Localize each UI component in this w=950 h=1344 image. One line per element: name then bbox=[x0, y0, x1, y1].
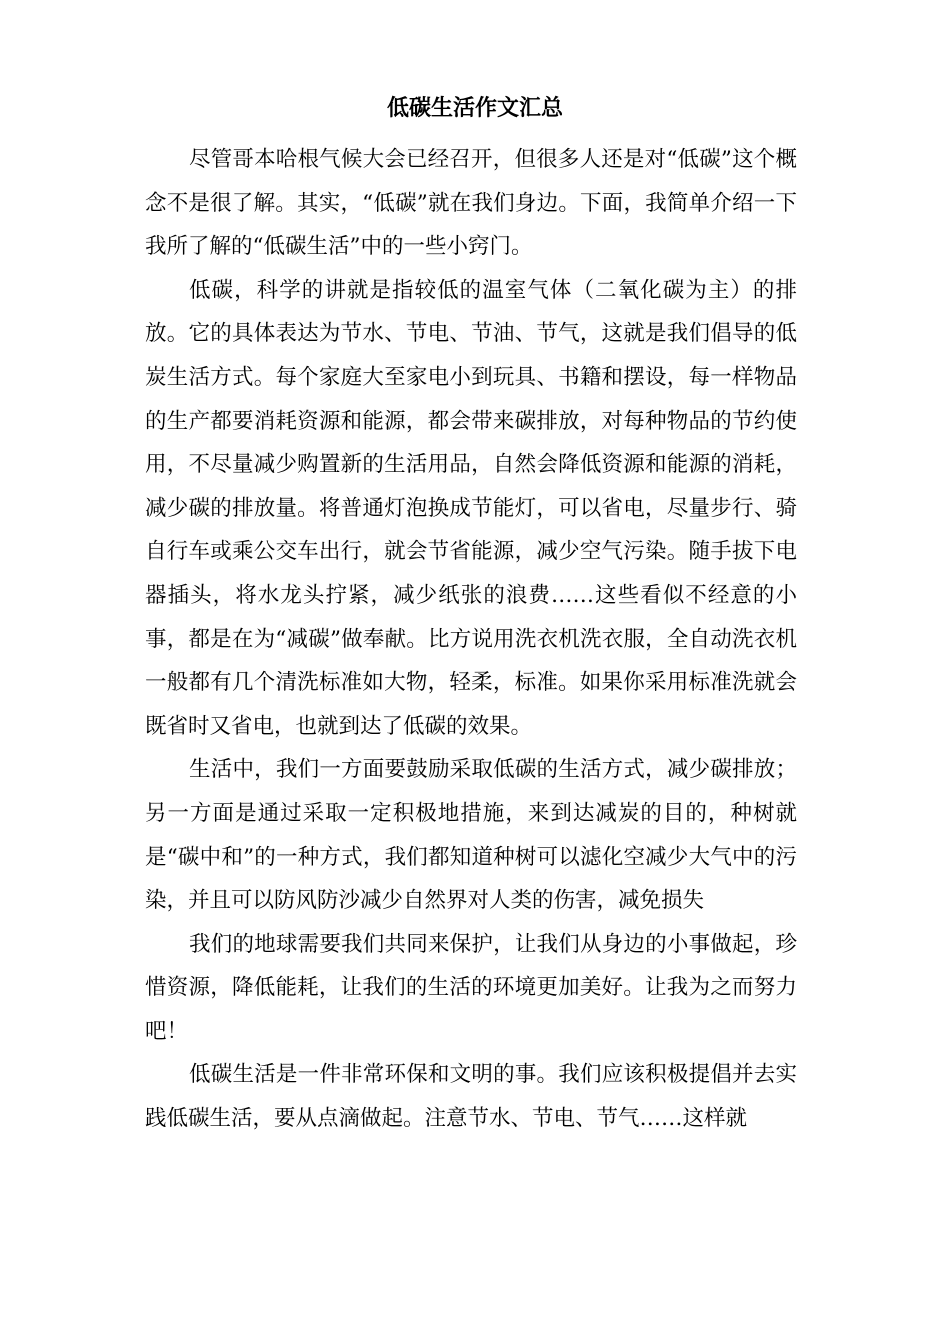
paragraph: 我们的地球需要我们共同来保护，让我们从身边的小事做起，珍惜资源，降低能耗，让我们的生活的环境更加美好。让我为之而努力吧！ bbox=[145, 931, 797, 1044]
paragraph: 低碳生活是一件非常环保和文明的事。我们应该积极提倡并去实践低碳生活，要从点滴做起。注意节水、节电、节气……这样就 bbox=[145, 1062, 797, 1132]
paragraph: 生活中，我们一方面要鼓励采取低碳的生活方式，减少碳排放；另一方面是通过采取一定积极地措施，来到达减炭的目的，种树就是“碳中和”的一种方式，我们都知道种树可以滤化空减少大气中的污染，并且可以防风防沙减少自然界对人类的伤害，减免损失 bbox=[145, 757, 797, 914]
paragraph: 尽管哥本哈根气候大会已经召开，但很多人还是对“低碳”这个概念不是很了解。其实，“低碳”就在我们身边。下面，我简单介绍一下我所了解的“低碳生活”中的一些小窍门。 bbox=[145, 147, 797, 260]
document-body bbox=[145, 138, 797, 1141]
document-title: 低碳生活作文汇总 bbox=[386, 95, 563, 121]
paragraph: 低碳，科学的讲就是指较低的温室气体（二氧化碳为主）的排放。它的具体表达为节水、节电、节油、节气，这就是我们倡导的低炭生活方式。每个家庭大至家电小到玩具、书籍和摆设，每一样物品的生产都要消耗资源和能源，都会带来碳排放，对每种物品的节约使用，不尽量减少购置新的生活用品，自然会降低资源和能源的消耗，减少碳的排放量。将普通灯泡换成节能灯，可以省电，尽量步行、骑自行车或乘公交车出行，就会节省能源，减少空气污染。随手拔下电器插头，将水龙头拧紧，减少纸张的浪费……这些看似不经意的小事，都是在为“减碳”做奉献。比方说用洗衣机洗衣服，全自动洗衣机一般都有几个清洗标准如大物，轻柔，标准。如果你采用标准洗就会既省时又省电，也就到达了低碳的效果。 bbox=[145, 277, 797, 739]
